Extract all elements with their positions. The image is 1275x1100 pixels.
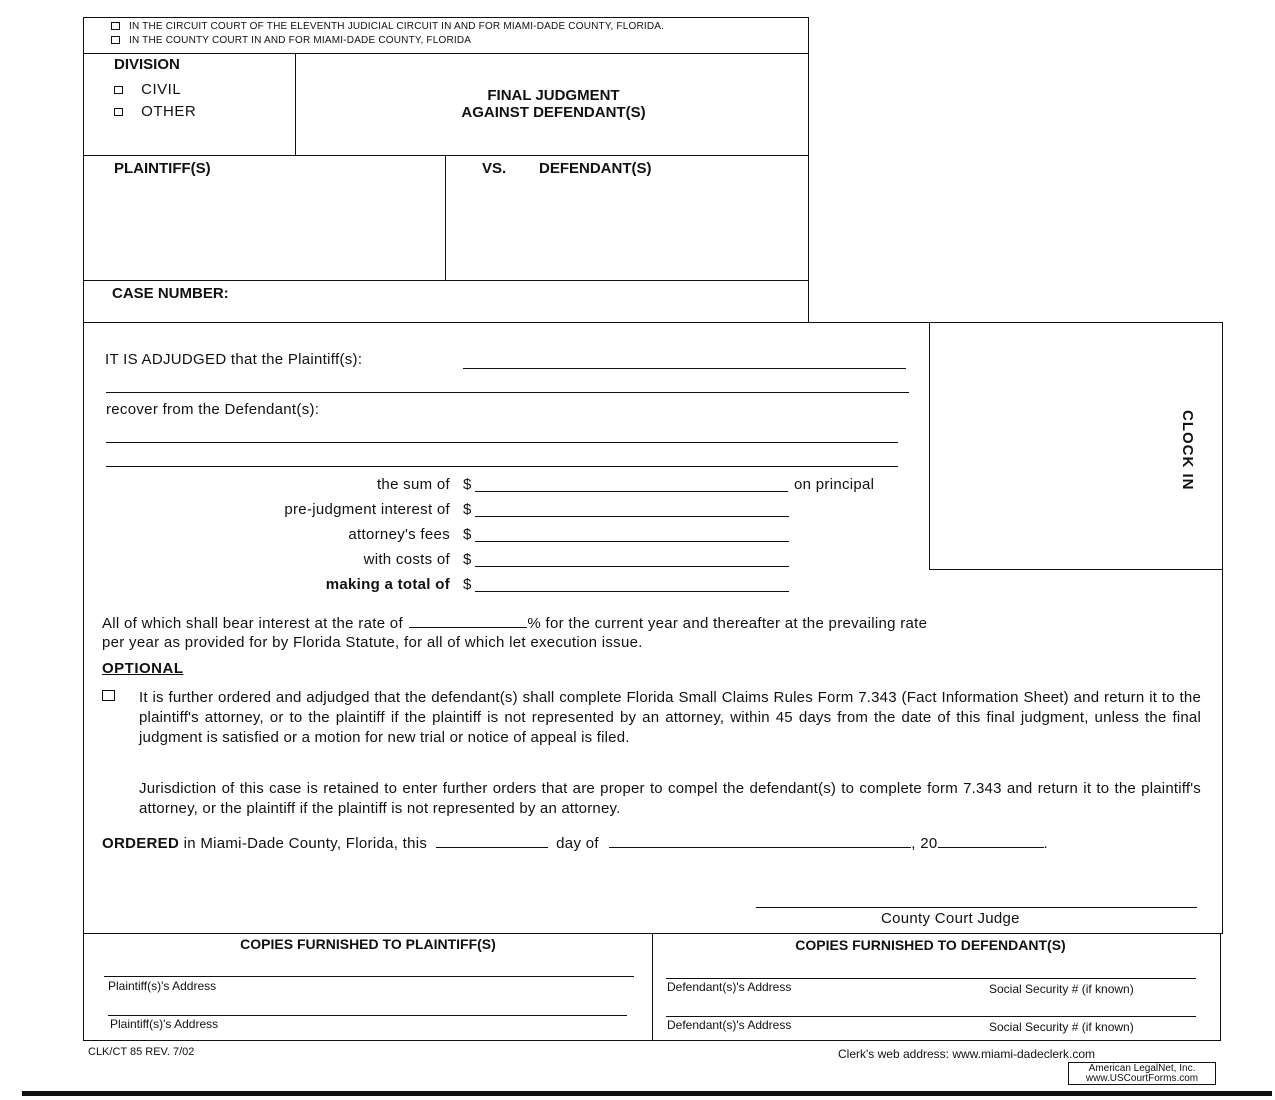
amount-suffix: on principal <box>794 476 875 493</box>
amount-label: the sum of <box>376 476 450 493</box>
year-prefix: , 20 <box>911 835 938 852</box>
dollar-sign: $ <box>463 576 472 593</box>
amount-label: pre-judgment interest of <box>284 501 450 518</box>
optional-label: OPTIONAL <box>102 660 184 677</box>
amount-label: attorney's fees <box>348 526 450 543</box>
recover-text: recover from the Defendant(s): <box>106 401 320 418</box>
interest-text-2: % for the current year and thereafter at the prevailing rate <box>527 615 928 632</box>
dollar-sign: $ <box>463 476 472 493</box>
day-field[interactable] <box>436 834 548 848</box>
optional-paragraph-1: It is further ordered and adjudged that the defendant(s) shall complete Florida Small Claims Rules Form 7.343 (Fact Information Sheet) and return it to the plaintiff's attorney, or to the plaintiff if the plaintiff is not represented by an attorney, within 45 days from the date of this final judgment, unless the final judgment is satisfied or a motion for new trial or notice of appeal is filed. <box>139 689 1201 746</box>
amount-field[interactable] <box>475 591 789 592</box>
plaintiff-address-line-1[interactable] <box>104 976 634 977</box>
legalnet-line1: American LegalNet, Inc. <box>1088 1063 1196 1074</box>
divider <box>83 280 809 281</box>
defendant-address-line-1[interactable] <box>666 978 1196 979</box>
amount-field[interactable] <box>475 541 789 542</box>
amount-field[interactable] <box>475 566 789 567</box>
optional-paragraph-2: Jurisdiction of this case is retained to enter further orders that are proper to compel the defendant(s) to complete form 7.343 and return it to the plaintiff's attorney, or the plaintiff if the plaintiff is not represented by an attorney. <box>139 780 1201 817</box>
divider <box>83 155 809 156</box>
plaintiff-name-line-2[interactable] <box>106 392 909 393</box>
ssn-label-2: Social Security # (if known) <box>989 1020 1134 1034</box>
adjudged-text: IT IS ADJUDGED that the Plaintiff(s): <box>105 351 363 368</box>
copies-plaintiff-header: COPIES FURNISHED TO PLAINTIFF(S) <box>240 936 496 952</box>
amount-field[interactable] <box>475 516 789 517</box>
year-field[interactable] <box>938 834 1044 848</box>
court-county-checkbox[interactable] <box>111 36 120 44</box>
civil-label: CIVIL <box>141 81 182 98</box>
defendant-label: DEFENDANT(S) <box>539 160 652 177</box>
case-number-label: CASE NUMBER: <box>112 285 229 302</box>
defendant-name-line[interactable] <box>106 442 898 443</box>
plaintiff-address-label-2: Plaintiff(s)'s Address <box>110 1017 219 1031</box>
day-of-text: day of <box>556 835 599 852</box>
division-other-option[interactable] <box>114 103 196 120</box>
division-label: DIVISION <box>114 56 180 73</box>
form-number: CLK/CT 85 REV. 7/02 <box>88 1046 195 1058</box>
defendant-address-line-2[interactable] <box>666 1016 1196 1017</box>
form-title-line1: FINAL JUDGMENT <box>487 87 620 104</box>
interest-text-1: All of which shall bear interest at the rate of <box>102 615 403 632</box>
other-checkbox[interactable] <box>114 108 123 116</box>
court-circuit-option[interactable] <box>111 21 664 32</box>
plaintiff-label: PLAINTIFF(S) <box>114 160 211 177</box>
period: . <box>1043 835 1048 852</box>
ordered-bold: ORDERED <box>102 835 180 852</box>
dollar-sign: $ <box>463 526 472 543</box>
interest-line-2: per year as provided for by Florida Statute, for all of which let execution issue. <box>102 634 643 651</box>
ordered-text: in Miami-Dade County, Florida, this <box>183 835 428 852</box>
court-county-option[interactable] <box>111 35 471 46</box>
judge-signature-line[interactable] <box>756 907 1197 908</box>
court-county-text: IN THE COUNTY COURT IN AND FOR MIAMI-DADE COUNTY, FLORIDA <box>128 35 472 46</box>
defendant-address-label-1: Defendant(s)'s Address <box>667 980 792 994</box>
court-circuit-text: IN THE CIRCUIT COURT OF THE ELEVENTH JUDICIAL CIRCUIT IN AND FOR MIAMI-DADE COUNTY, FLORIDA. <box>128 21 665 32</box>
dollar-sign: $ <box>463 551 472 568</box>
defendant-name-line-2[interactable] <box>106 466 898 467</box>
dollar-sign: $ <box>463 501 472 518</box>
divider <box>83 53 809 54</box>
divider <box>445 155 446 280</box>
judge-label: County Court Judge <box>881 910 1020 927</box>
plaintiff-address-line-2[interactable] <box>108 1015 627 1016</box>
court-circuit-checkbox[interactable] <box>111 22 120 30</box>
amount-label: with costs of <box>363 551 450 568</box>
division-civil-option[interactable] <box>114 81 181 98</box>
optional-checkbox[interactable] <box>102 690 115 701</box>
month-field[interactable] <box>609 834 911 848</box>
ssn-label-1: Social Security # (if known) <box>989 982 1134 996</box>
other-label: OTHER <box>141 103 197 120</box>
interest-line-1 <box>102 614 927 632</box>
clock-in-label: CLOCK IN <box>1179 410 1196 491</box>
clerk-web-address: Clerk's web address: www.miami-dadeclerk.com <box>838 1047 1096 1061</box>
form-title-line2: AGAINST DEFENDANT(S) <box>461 104 646 121</box>
divider <box>295 53 296 155</box>
vs-label: VS. <box>482 160 507 177</box>
defendant-address-label-2: Defendant(s)'s Address <box>667 1018 792 1032</box>
copies-defendant-header: COPIES FURNISHED TO DEFENDANT(S) <box>795 937 1066 953</box>
plaintiff-name-line[interactable] <box>463 368 906 369</box>
amount-field[interactable] <box>475 491 788 492</box>
bottom-scan-bar <box>22 1091 1272 1096</box>
legalnet-line2: www.USCourtForms.com <box>1085 1073 1199 1084</box>
amount-label: making a total of <box>325 576 450 593</box>
civil-checkbox[interactable] <box>114 86 123 94</box>
interest-rate-field[interactable] <box>409 614 527 628</box>
ordered-line <box>102 834 1048 852</box>
plaintiff-address-label-1: Plaintiff(s)'s Address <box>108 979 217 993</box>
